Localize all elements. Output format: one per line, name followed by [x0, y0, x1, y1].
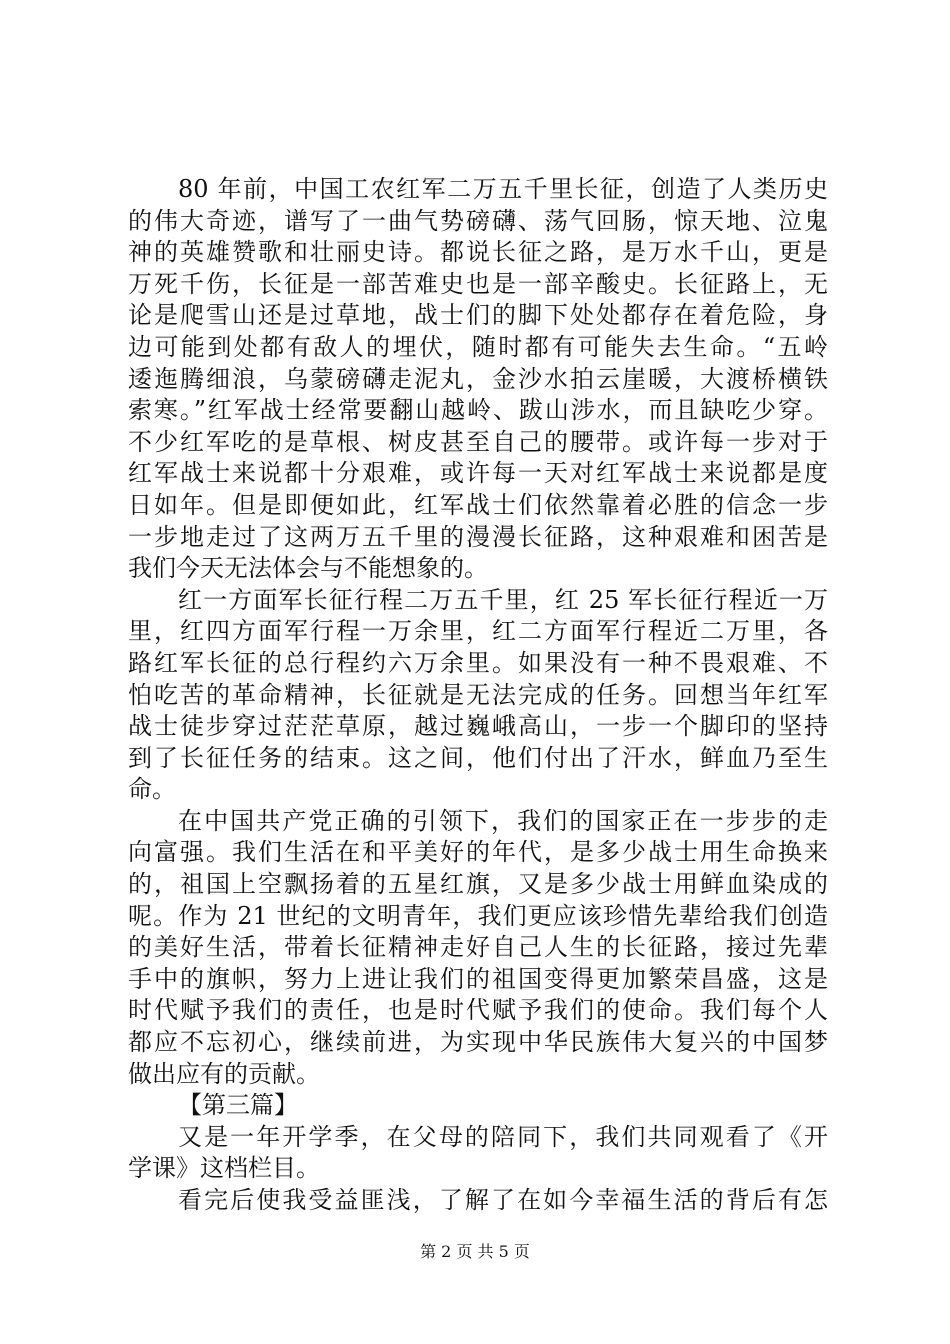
text-line: 的伟大奇迹，谱写了一曲气势磅礴、荡气回肠，惊天地、泣鬼 — [128, 206, 828, 235]
text-line: 命。 — [128, 775, 176, 804]
text-line: 索寒。”红军战士经常要翻山越岭、跋山涉水，而且缺吃少穿。 — [128, 396, 828, 425]
text-line: 日如年。但是即便如此，红军战士们依然靠着必胜的信念一步 — [128, 490, 828, 519]
text-line: 又是一年开学季，在父母的陪同下，我们共同观看了《开 — [178, 1122, 828, 1151]
paragraph-4 — [128, 1122, 828, 1185]
section-title: 【第三篇】 — [178, 1091, 298, 1120]
text-line: 学课》这档栏目。 — [128, 1154, 320, 1183]
text-line: 向富强。我们生活在和平美好的年代，是多少战士用生命换来 — [128, 838, 828, 867]
text-line: 逶迤腾细浪，乌蒙磅礴走泥丸，金沙水拍云崖暖，大渡桥横铁 — [128, 364, 828, 393]
text-line: 呢。作为 21 世纪的文明青年，我们更应该珍惜先辈给我们创造 — [128, 901, 828, 930]
text-line: 边可能到处都有敌人的埋伏，随时都有可能失去生命。“五岭 — [128, 332, 828, 361]
text-line: 到了长征任务的结束。这之间，他们付出了汗水，鲜血乃至生 — [128, 743, 828, 772]
page-footer — [0, 1242, 950, 1262]
text-line: 红军战士来说都十分艰难，或许每一天对红军战士来说都是度 — [128, 459, 828, 488]
text-line: 万死千伤，长征是一部苦难史也是一部辛酸史。长征路上，无 — [128, 269, 828, 298]
text-line: 不少红军吃的是草根、树皮甚至自己的腰带。或许每一步对于 — [128, 427, 828, 456]
paragraph-5 — [128, 1185, 828, 1217]
paragraph-3 — [128, 806, 828, 1090]
text-line: 怕吃苦的革命精神，长征就是无法完成的任务。回想当年红军 — [128, 680, 828, 709]
text-line: 一步地走过了这两万五千里的漫漫长征路，这种艰难和困苦是 — [128, 522, 828, 551]
text-line: 在中国共产党正确的引领下，我们的国家正在一步步的走 — [178, 806, 828, 835]
text-line: 时代赋予我们的责任，也是时代赋予我们的使命。我们每个人 — [128, 996, 828, 1025]
text-line: 我们今天无法体会与不能想象的。 — [128, 554, 488, 583]
text-line: 看完后使我受益匪浅，了解了在如今幸福生活的背后有怎 — [178, 1186, 828, 1214]
text-line: 神的英雄赞歌和壮丽史诗。都说长征之路，是万水千山，更是 — [128, 238, 828, 267]
paragraph-1 — [128, 174, 828, 585]
section-heading — [128, 1090, 828, 1122]
text-line: 战士徒步穿过茫茫草原，越过巍峨高山，一步一个脚印的坚持 — [128, 712, 828, 741]
text-line: 手中的旗帜，努力上进让我们的祖国变得更加繁荣昌盛，这是 — [128, 964, 828, 993]
text-line: 80 年前，中国工农红军二万五千里长征，创造了人类历史 — [178, 175, 828, 203]
text-line: 论是爬雪山还是过草地，战士们的脚下处处都存在着危险，身 — [128, 301, 828, 330]
document-body — [128, 174, 828, 1217]
text-line: 红一方面军长征行程二万五千里，红 25 军长征行程近一万 — [178, 585, 828, 614]
page-number: 第 2 页 共 5 页 — [420, 1242, 530, 1261]
text-line: 的美好生活，带着长征精神走好自己人生的长征路，接过先辈 — [128, 933, 828, 962]
text-line: 都应不忘初心，继续前进，为实现中华民族伟大复兴的中国梦 — [128, 1028, 828, 1057]
paragraph-2 — [128, 585, 828, 806]
text-line: 的，祖国上空飘扬着的五星红旗，又是多少战士用鲜血染成的 — [128, 870, 828, 899]
text-line: 做出应有的贡献。 — [128, 1059, 320, 1088]
text-line: 路红军长征的总行程约六万余里。如果没有一种不畏艰难、不 — [128, 648, 828, 677]
text-line: 里，红四方面军行程一万余里，红二方面军行程近二万里，各 — [128, 617, 828, 646]
